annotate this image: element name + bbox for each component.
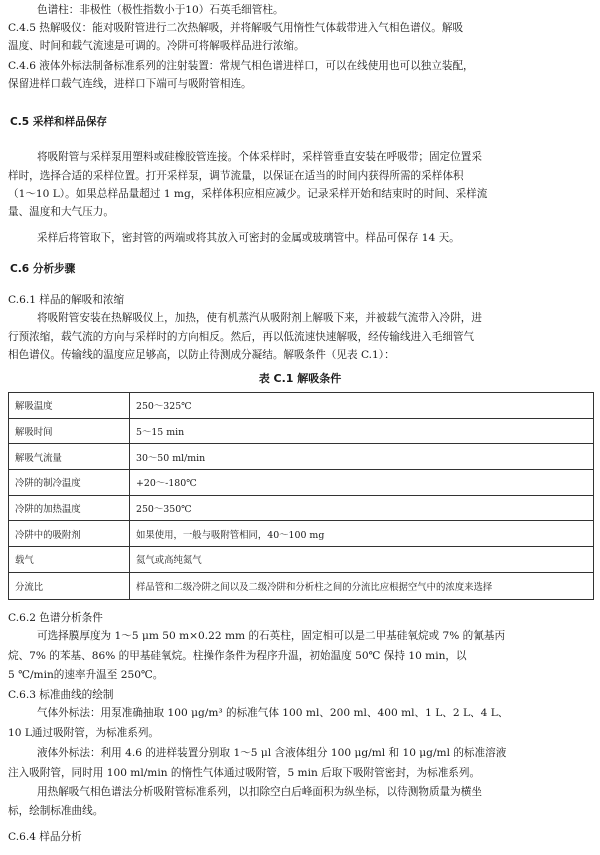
text-line: 烷、7% 的苯基、86% 的甲基硅氧烷。柱操作条件为程序升温，初始温度 50℃ 保持 10 min，以 [8, 650, 467, 662]
text-line: 将吸附管与采样泵用塑料或硅橡胶管连接。个体采样时，采样管垂直安装在呼吸带；固定位置采 [37, 151, 482, 163]
text-line: 5 ℃/min的速率升温至 250℃。 [8, 669, 164, 681]
table-cell: 解吸温度 [9, 393, 130, 419]
text-line: 量、温度和大气压力。 [8, 206, 114, 218]
table-cell: 载气 [9, 547, 130, 573]
text-line: 标，绘制标准曲线。 [8, 805, 104, 817]
table-cell: 冷阱的制冷温度 [9, 470, 130, 496]
subsection-heading: C.6.2 色谱分析条件 [8, 612, 103, 624]
text-line: 注入吸附管，同时用 100 ml/min 的惰性气体通过吸附管，5 min 后取下吸附管密封，为标准系列。 [8, 767, 481, 779]
text-line: 色谱柱：非极性（极性指数小于10）石英毛细管柱。 [37, 4, 284, 16]
table-row [9, 572, 594, 599]
table-cell: 冷阱的加热温度 [9, 495, 130, 521]
text-line: 将吸附管安装在热解吸仪上，加热，使有机蒸汽从吸附剂上解吸下来，并被载气流带入冷阱，进 [37, 312, 482, 324]
text-line: 10 L通过吸附管，为标准系列。 [8, 727, 160, 739]
text-line: 温度、时间和载气流速是可调的。冷阱可将解吸样品进行浓缩。 [8, 40, 305, 52]
text-line: C.4.6 液体外标法制备标准系列的注射装置：常规气相色谱进样口，可以在线使用也可以独立装配， [8, 60, 474, 72]
table-row [9, 547, 594, 573]
table-row [9, 444, 594, 470]
table-row [9, 495, 594, 521]
table-row [9, 418, 594, 444]
table-cell: 30～50 ml/min [130, 444, 594, 470]
text-line: 保留进样口载气连线，进样口下端可与吸附管相连。 [8, 78, 252, 90]
subsection-heading: C.6.1 样品的解吸和浓缩 [8, 294, 125, 306]
text-line: 用热解吸气相色谱法分析吸附管标准系列，以扣除空白后峰面积为纵坐标，以待测物质量为横坐 [37, 786, 482, 798]
table-cell: 如果使用，一般与吸附管相同，40～100 mg [130, 521, 594, 547]
subsection-heading: C.6.4 样品分析 [8, 831, 82, 843]
table-caption: 表 C.1 解吸条件 [258, 372, 342, 385]
table-row [9, 393, 594, 419]
text-line: 可选择膜厚度为 1～5 μm 50 m×0.22 mm 的石英柱，固定相可以是二甲基硅氧烷或 7% 的氰基丙 [37, 630, 506, 642]
text-line: C.4.5 热解吸仪：能对吸附管进行二次热解吸，并将解吸气用惰性气体载带进入气相色谱仪。解吸 [8, 22, 464, 34]
text-line: 样时，选择合适的采样位置。打开采样泵，调节流量，以保证在适当的时间内获得所需的采样体积 [8, 170, 464, 182]
table-cell: +20～-180℃ [130, 470, 594, 496]
text-line: 气体外标法：用泵准确抽取 100 μg/m³ 的标准气体 100 ml、200 ml、400 ml、1 L、2 L、4 L、 [37, 707, 509, 719]
table-row [9, 470, 594, 496]
desorption-conditions-table [8, 392, 594, 600]
table-cell: 250～350℃ [130, 495, 594, 521]
table-cell: 样品管和二级冷阱之间以及二级冷阱和分析柱之间的分流比应根据空气中的浓度来选择 [130, 572, 594, 599]
table-cell: 250～325℃ [130, 393, 594, 419]
table-cell: 分流比 [9, 572, 130, 599]
table-cell: 氦气或高纯氮气 [130, 547, 594, 573]
subsection-heading: C.6.3 标准曲线的绘制 [8, 689, 114, 701]
section-heading: C.5 采样和样品保存 [10, 116, 108, 128]
text-line: （1～10 L）。如果总样品量超过 1 mg，采样体积应相应减少。记录采样开始和结束时的时间、采样流 [8, 188, 488, 200]
text-line: 采样后将管取下，密封管的两端或将其放入可密封的金属或玻璃管中。样品可保存 14 天。 [37, 232, 460, 244]
text-line: 相色谱仪。传输线的温度应足够高，以防止待测成分凝结。解吸条件（见表 C.1）： [8, 349, 395, 361]
table-cell: 冷阱中的吸附剂 [9, 521, 130, 547]
table-cell: 解吸气流量 [9, 444, 130, 470]
table-cell: 解吸时间 [9, 418, 130, 444]
table-cell: 5～15 min [130, 418, 594, 444]
text-line: 行预浓缩，载气流的方向与采样时的方向相反。然后，再以低流速快速解吸，经传输线进入毛细管气 [8, 331, 475, 343]
section-heading: C.6 分析步骤 [10, 263, 76, 275]
text-line: 液体外标法：利用 4.6 的进样装置分别取 1～5 μl 含液体组分 100 μg/ml 和 10 μg/ml 的标准溶液 [37, 747, 507, 759]
table-row [9, 521, 594, 547]
